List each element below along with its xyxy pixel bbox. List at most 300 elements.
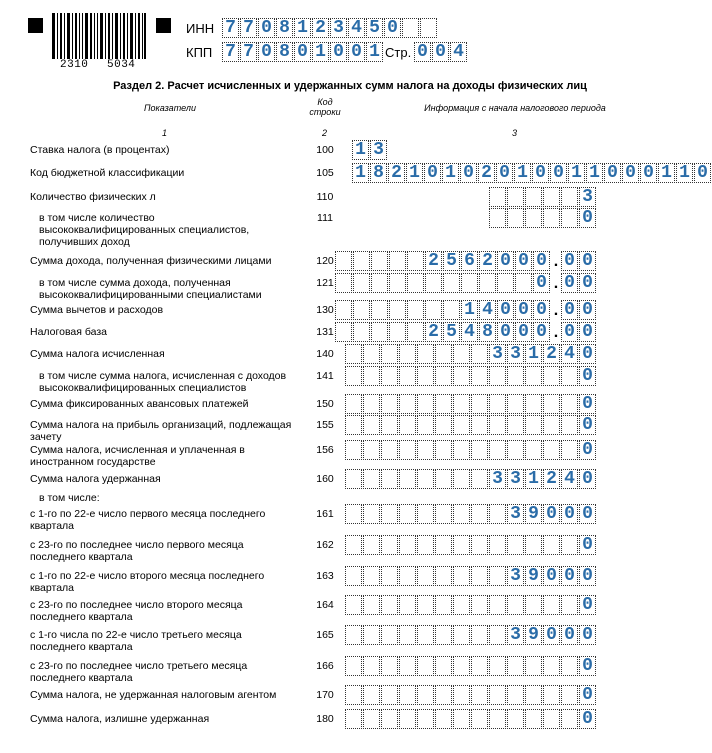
value-cell[interactable] xyxy=(525,415,542,435)
value-cell[interactable] xyxy=(417,366,434,386)
kpp-cell[interactable]: 8 xyxy=(276,42,293,62)
row-value-field[interactable] xyxy=(345,535,597,555)
value-cell[interactable] xyxy=(471,685,488,705)
value-cell[interactable] xyxy=(471,656,488,676)
value-cell[interactable]: 1 xyxy=(658,163,675,183)
value-cell[interactable] xyxy=(525,394,542,414)
value-cell[interactable]: 8 xyxy=(370,163,387,183)
row-value-field[interactable] xyxy=(335,273,597,293)
kpp-cell[interactable]: 7 xyxy=(222,42,239,62)
inn-cell[interactable] xyxy=(420,18,437,38)
value-cell[interactable] xyxy=(507,440,524,460)
value-cell[interactable] xyxy=(345,595,362,615)
value-cell[interactable]: 4 xyxy=(561,469,578,489)
value-cell[interactable] xyxy=(353,273,370,293)
value-cell[interactable]: 9 xyxy=(525,625,542,645)
decimal-cell[interactable]: 0 xyxy=(579,322,596,342)
page-cell[interactable]: 4 xyxy=(450,42,467,62)
value-cell[interactable] xyxy=(345,566,362,586)
value-cell[interactable]: 3 xyxy=(507,566,524,586)
value-cell[interactable] xyxy=(561,656,578,676)
value-cell[interactable] xyxy=(453,394,470,414)
value-cell[interactable] xyxy=(399,625,416,645)
value-cell[interactable] xyxy=(435,595,452,615)
value-cell[interactable] xyxy=(489,625,506,645)
row-value-field[interactable] xyxy=(345,394,597,414)
value-cell[interactable] xyxy=(543,415,560,435)
value-cell[interactable]: 0 xyxy=(579,394,596,414)
value-cell[interactable]: 1 xyxy=(442,163,459,183)
value-cell[interactable]: 0 xyxy=(579,709,596,729)
value-cell[interactable] xyxy=(435,440,452,460)
value-cell[interactable] xyxy=(407,251,424,271)
value-cell[interactable] xyxy=(345,709,362,729)
inn-cell[interactable]: 8 xyxy=(276,18,293,38)
value-cell[interactable]: 0 xyxy=(497,251,514,271)
inn-cell[interactable]: 0 xyxy=(258,18,275,38)
value-cell[interactable] xyxy=(363,566,380,586)
inn-cell[interactable]: 5 xyxy=(366,18,383,38)
value-cell[interactable] xyxy=(381,595,398,615)
value-cell[interactable] xyxy=(363,440,380,460)
value-cell[interactable] xyxy=(543,394,560,414)
value-cell[interactable] xyxy=(417,595,434,615)
value-cell[interactable] xyxy=(489,366,506,386)
value-cell[interactable] xyxy=(561,394,578,414)
value-cell[interactable]: 2 xyxy=(543,344,560,364)
value-cell[interactable] xyxy=(489,566,506,586)
value-cell[interactable] xyxy=(543,187,560,207)
value-cell[interactable] xyxy=(381,394,398,414)
value-cell[interactable] xyxy=(435,504,452,524)
page-cell[interactable]: 0 xyxy=(414,42,431,62)
value-cell[interactable]: 0 xyxy=(543,625,560,645)
value-cell[interactable] xyxy=(543,595,560,615)
kpp-cell[interactable]: 1 xyxy=(312,42,329,62)
value-cell[interactable] xyxy=(561,366,578,386)
kpp-cell[interactable]: 0 xyxy=(294,42,311,62)
value-cell[interactable] xyxy=(363,504,380,524)
row-value-field[interactable] xyxy=(489,187,597,207)
value-cell[interactable] xyxy=(363,366,380,386)
row-value-field[interactable] xyxy=(345,469,597,489)
value-cell[interactable] xyxy=(543,208,560,228)
row-value-field[interactable] xyxy=(352,163,712,183)
value-cell[interactable] xyxy=(561,187,578,207)
value-cell[interactable] xyxy=(435,709,452,729)
value-cell[interactable] xyxy=(417,535,434,555)
decimal-cell[interactable]: 0 xyxy=(579,273,596,293)
value-cell[interactable] xyxy=(525,595,542,615)
value-cell[interactable] xyxy=(489,187,506,207)
value-cell[interactable] xyxy=(399,709,416,729)
decimal-cell[interactable]: 0 xyxy=(561,322,578,342)
value-cell[interactable]: 0 xyxy=(515,322,532,342)
value-cell[interactable] xyxy=(543,440,560,460)
value-cell[interactable] xyxy=(389,273,406,293)
value-cell[interactable] xyxy=(399,566,416,586)
row-value-field[interactable] xyxy=(345,595,597,615)
value-cell[interactable] xyxy=(381,469,398,489)
value-cell[interactable] xyxy=(381,535,398,555)
value-cell[interactable] xyxy=(435,344,452,364)
value-cell[interactable] xyxy=(335,322,352,342)
row-value-field[interactable] xyxy=(335,251,597,271)
value-cell[interactable] xyxy=(453,415,470,435)
decimal-cell[interactable]: 0 xyxy=(579,251,596,271)
value-cell[interactable]: 3 xyxy=(507,344,524,364)
value-cell[interactable]: 0 xyxy=(579,344,596,364)
value-cell[interactable] xyxy=(435,685,452,705)
value-cell[interactable] xyxy=(507,685,524,705)
value-cell[interactable]: 0 xyxy=(561,566,578,586)
value-cell[interactable] xyxy=(371,322,388,342)
value-cell[interactable] xyxy=(363,535,380,555)
value-cell[interactable] xyxy=(489,595,506,615)
value-cell[interactable]: 2 xyxy=(478,163,495,183)
value-cell[interactable]: 3 xyxy=(370,140,387,160)
value-cell[interactable] xyxy=(407,273,424,293)
value-cell[interactable]: 1 xyxy=(525,344,542,364)
value-cell[interactable]: 0 xyxy=(533,300,550,320)
value-cell[interactable] xyxy=(507,656,524,676)
value-cell[interactable] xyxy=(417,566,434,586)
value-cell[interactable] xyxy=(489,208,506,228)
value-cell[interactable] xyxy=(399,535,416,555)
kpp-cell[interactable]: 0 xyxy=(348,42,365,62)
value-cell[interactable] xyxy=(363,685,380,705)
value-cell[interactable] xyxy=(371,273,388,293)
value-cell[interactable]: 0 xyxy=(561,625,578,645)
value-cell[interactable] xyxy=(507,366,524,386)
value-cell[interactable] xyxy=(435,625,452,645)
value-cell[interactable] xyxy=(561,208,578,228)
value-cell[interactable]: 1 xyxy=(586,163,603,183)
inn-cell[interactable]: 4 xyxy=(348,18,365,38)
value-cell[interactable] xyxy=(345,685,362,705)
value-cell[interactable] xyxy=(381,656,398,676)
value-cell[interactable] xyxy=(381,440,398,460)
value-cell[interactable] xyxy=(453,535,470,555)
value-cell[interactable]: 0 xyxy=(497,322,514,342)
value-cell[interactable] xyxy=(561,535,578,555)
value-cell[interactable] xyxy=(381,344,398,364)
value-cell[interactable] xyxy=(525,366,542,386)
value-cell[interactable] xyxy=(443,300,460,320)
value-cell[interactable]: 0 xyxy=(579,469,596,489)
kpp-cell[interactable]: 0 xyxy=(330,42,347,62)
value-cell[interactable] xyxy=(507,394,524,414)
value-cell[interactable] xyxy=(453,685,470,705)
value-cell[interactable] xyxy=(417,440,434,460)
value-cell[interactable]: 0 xyxy=(532,163,549,183)
value-cell[interactable]: 2 xyxy=(388,163,405,183)
value-cell[interactable]: 0 xyxy=(533,251,550,271)
value-cell[interactable]: 0 xyxy=(460,163,477,183)
value-cell[interactable]: 1 xyxy=(568,163,585,183)
value-cell[interactable] xyxy=(461,273,478,293)
value-cell[interactable]: 0 xyxy=(579,685,596,705)
decimal-cell[interactable]: 0 xyxy=(561,251,578,271)
value-cell[interactable] xyxy=(417,504,434,524)
value-cell[interactable] xyxy=(525,709,542,729)
value-cell[interactable] xyxy=(453,469,470,489)
value-cell[interactable] xyxy=(561,685,578,705)
value-cell[interactable] xyxy=(525,685,542,705)
value-cell[interactable]: 4 xyxy=(561,344,578,364)
value-cell[interactable] xyxy=(399,440,416,460)
value-cell[interactable] xyxy=(435,535,452,555)
value-cell[interactable] xyxy=(543,685,560,705)
value-cell[interactable] xyxy=(417,415,434,435)
value-cell[interactable]: 9 xyxy=(525,566,542,586)
value-cell[interactable] xyxy=(417,469,434,489)
decimal-cell[interactable]: 0 xyxy=(561,300,578,320)
value-cell[interactable] xyxy=(399,394,416,414)
row-value-field[interactable] xyxy=(335,300,597,320)
value-cell[interactable]: 0 xyxy=(543,504,560,524)
value-cell[interactable]: 0 xyxy=(579,504,596,524)
value-cell[interactable]: 3 xyxy=(489,469,506,489)
value-cell[interactable] xyxy=(489,394,506,414)
value-cell[interactable] xyxy=(453,504,470,524)
value-cell[interactable] xyxy=(561,440,578,460)
value-cell[interactable] xyxy=(525,208,542,228)
value-cell[interactable] xyxy=(435,394,452,414)
value-cell[interactable] xyxy=(335,251,352,271)
value-cell[interactable] xyxy=(507,187,524,207)
value-cell[interactable]: 5 xyxy=(443,322,460,342)
value-cell[interactable] xyxy=(345,440,362,460)
value-cell[interactable]: 1 xyxy=(352,140,369,160)
value-cell[interactable] xyxy=(345,366,362,386)
row-value-field[interactable] xyxy=(345,344,597,364)
value-cell[interactable]: 1 xyxy=(406,163,423,183)
value-cell[interactable] xyxy=(453,566,470,586)
value-cell[interactable] xyxy=(435,415,452,435)
row-value-field[interactable] xyxy=(335,322,597,342)
value-cell[interactable] xyxy=(417,709,434,729)
value-cell[interactable]: 0 xyxy=(424,163,441,183)
value-cell[interactable] xyxy=(399,685,416,705)
value-cell[interactable]: 8 xyxy=(479,322,496,342)
row-value-field[interactable] xyxy=(345,440,597,460)
value-cell[interactable]: 2 xyxy=(543,469,560,489)
value-cell[interactable] xyxy=(417,656,434,676)
value-cell[interactable] xyxy=(561,709,578,729)
value-cell[interactable] xyxy=(471,535,488,555)
value-cell[interactable] xyxy=(507,208,524,228)
value-cell[interactable] xyxy=(543,366,560,386)
value-cell[interactable]: 4 xyxy=(461,322,478,342)
value-cell[interactable]: 1 xyxy=(676,163,693,183)
value-cell[interactable] xyxy=(479,273,496,293)
value-cell[interactable] xyxy=(363,344,380,364)
value-cell[interactable] xyxy=(353,300,370,320)
kpp-field[interactable] xyxy=(222,42,384,62)
value-cell[interactable] xyxy=(381,415,398,435)
inn-cell[interactable]: 2 xyxy=(312,18,329,38)
value-cell[interactable] xyxy=(381,625,398,645)
value-cell[interactable] xyxy=(471,440,488,460)
value-cell[interactable] xyxy=(471,595,488,615)
value-cell[interactable] xyxy=(471,566,488,586)
value-cell[interactable] xyxy=(363,656,380,676)
value-cell[interactable] xyxy=(471,394,488,414)
value-cell[interactable]: 0 xyxy=(561,504,578,524)
value-cell[interactable] xyxy=(507,415,524,435)
value-cell[interactable]: 4 xyxy=(479,300,496,320)
value-cell[interactable] xyxy=(371,251,388,271)
value-cell[interactable] xyxy=(381,504,398,524)
value-cell[interactable]: 5 xyxy=(443,251,460,271)
row-value-field[interactable] xyxy=(345,656,597,676)
value-cell[interactable] xyxy=(507,595,524,615)
value-cell[interactable]: 0 xyxy=(579,366,596,386)
value-cell[interactable]: 0 xyxy=(640,163,657,183)
value-cell[interactable]: 0 xyxy=(515,251,532,271)
page-number-field[interactable] xyxy=(414,42,468,62)
value-cell[interactable]: 0 xyxy=(579,208,596,228)
row-value-field[interactable] xyxy=(345,709,597,729)
value-cell[interactable]: 2 xyxy=(425,251,442,271)
value-cell[interactable] xyxy=(417,344,434,364)
inn-cell[interactable]: 3 xyxy=(330,18,347,38)
value-cell[interactable] xyxy=(497,273,514,293)
value-cell[interactable] xyxy=(353,322,370,342)
value-cell[interactable] xyxy=(525,535,542,555)
page-cell[interactable]: 0 xyxy=(432,42,449,62)
value-cell[interactable]: 0 xyxy=(579,415,596,435)
row-value-field[interactable] xyxy=(345,504,597,524)
value-cell[interactable] xyxy=(345,415,362,435)
value-cell[interactable] xyxy=(417,625,434,645)
value-cell[interactable] xyxy=(435,656,452,676)
value-cell[interactable] xyxy=(389,251,406,271)
decimal-cell[interactable]: 0 xyxy=(579,300,596,320)
value-cell[interactable] xyxy=(561,595,578,615)
value-cell[interactable] xyxy=(389,300,406,320)
value-cell[interactable]: 0 xyxy=(579,595,596,615)
value-cell[interactable]: 0 xyxy=(579,656,596,676)
inn-field[interactable] xyxy=(222,18,438,38)
value-cell[interactable] xyxy=(471,625,488,645)
value-cell[interactable]: 0 xyxy=(533,322,550,342)
value-cell[interactable] xyxy=(471,344,488,364)
row-value-field[interactable] xyxy=(345,625,597,645)
value-cell[interactable] xyxy=(381,685,398,705)
value-cell[interactable]: 3 xyxy=(579,187,596,207)
value-cell[interactable] xyxy=(399,504,416,524)
value-cell[interactable] xyxy=(335,300,352,320)
value-cell[interactable] xyxy=(399,469,416,489)
value-cell[interactable]: 2 xyxy=(425,322,442,342)
value-cell[interactable] xyxy=(489,656,506,676)
value-cell[interactable] xyxy=(471,469,488,489)
value-cell[interactable] xyxy=(489,504,506,524)
value-cell[interactable] xyxy=(443,273,460,293)
value-cell[interactable] xyxy=(417,685,434,705)
value-cell[interactable] xyxy=(489,440,506,460)
value-cell[interactable] xyxy=(453,440,470,460)
value-cell[interactable]: 3 xyxy=(507,625,524,645)
row-value-field[interactable] xyxy=(345,685,597,705)
row-value-field[interactable] xyxy=(489,208,597,228)
value-cell[interactable] xyxy=(435,566,452,586)
value-cell[interactable] xyxy=(363,625,380,645)
value-cell[interactable] xyxy=(407,300,424,320)
value-cell[interactable] xyxy=(407,322,424,342)
value-cell[interactable] xyxy=(363,709,380,729)
value-cell[interactable]: 0 xyxy=(496,163,513,183)
value-cell[interactable]: 3 xyxy=(489,344,506,364)
value-cell[interactable] xyxy=(381,566,398,586)
value-cell[interactable] xyxy=(399,415,416,435)
value-cell[interactable] xyxy=(345,504,362,524)
kpp-cell[interactable]: 0 xyxy=(258,42,275,62)
value-cell[interactable] xyxy=(345,469,362,489)
inn-cell[interactable]: 7 xyxy=(240,18,257,38)
value-cell[interactable] xyxy=(353,251,370,271)
value-cell[interactable] xyxy=(453,709,470,729)
value-cell[interactable] xyxy=(363,469,380,489)
value-cell[interactable] xyxy=(417,394,434,414)
value-cell[interactable] xyxy=(525,187,542,207)
value-cell[interactable] xyxy=(543,709,560,729)
value-cell[interactable] xyxy=(399,366,416,386)
row-value-field[interactable] xyxy=(352,140,388,160)
value-cell[interactable] xyxy=(525,440,542,460)
value-cell[interactable] xyxy=(453,344,470,364)
value-cell[interactable] xyxy=(543,656,560,676)
value-cell[interactable] xyxy=(399,595,416,615)
value-cell[interactable]: 0 xyxy=(694,163,711,183)
value-cell[interactable] xyxy=(345,535,362,555)
value-cell[interactable] xyxy=(425,273,442,293)
value-cell[interactable]: 1 xyxy=(461,300,478,320)
value-cell[interactable] xyxy=(363,595,380,615)
value-cell[interactable]: 0 xyxy=(579,440,596,460)
value-cell[interactable] xyxy=(435,366,452,386)
inn-cell[interactable] xyxy=(402,18,419,38)
row-value-field[interactable] xyxy=(345,415,597,435)
value-cell[interactable]: 1 xyxy=(514,163,531,183)
inn-cell[interactable]: 7 xyxy=(222,18,239,38)
value-cell[interactable] xyxy=(471,366,488,386)
value-cell[interactable] xyxy=(435,469,452,489)
value-cell[interactable] xyxy=(507,535,524,555)
value-cell[interactable] xyxy=(345,344,362,364)
value-cell[interactable] xyxy=(471,504,488,524)
decimal-cell[interactable]: 0 xyxy=(561,273,578,293)
inn-cell[interactable]: 0 xyxy=(384,18,401,38)
row-value-field[interactable] xyxy=(345,366,597,386)
value-cell[interactable] xyxy=(489,709,506,729)
value-cell[interactable] xyxy=(335,273,352,293)
value-cell[interactable]: 0 xyxy=(497,300,514,320)
value-cell[interactable]: 0 xyxy=(579,625,596,645)
value-cell[interactable] xyxy=(471,415,488,435)
inn-cell[interactable]: 1 xyxy=(294,18,311,38)
value-cell[interactable]: 1 xyxy=(352,163,369,183)
value-cell[interactable] xyxy=(399,344,416,364)
value-cell[interactable]: 0 xyxy=(515,300,532,320)
value-cell[interactable] xyxy=(381,709,398,729)
value-cell[interactable]: 3 xyxy=(507,469,524,489)
value-cell[interactable]: 0 xyxy=(550,163,567,183)
value-cell[interactable] xyxy=(489,415,506,435)
kpp-cell[interactable]: 1 xyxy=(366,42,383,62)
